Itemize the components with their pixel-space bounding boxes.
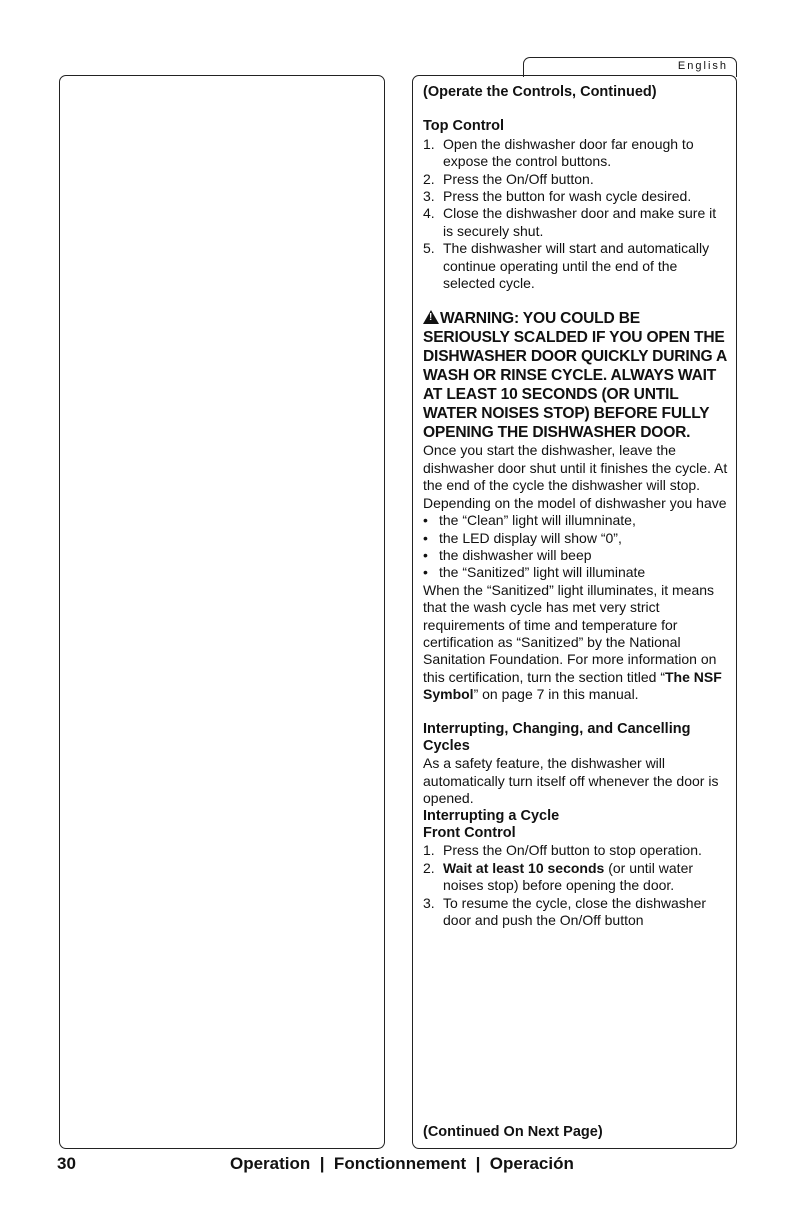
step-item <box>423 860 729 895</box>
step-text: Press the On/Off button to stop operation. <box>443 842 702 859</box>
interrupting-intro: As a safety feature, the dishwasher will automatically turn itself off whenever the door is opened. <box>423 755 719 807</box>
page-number: 30 <box>57 1154 76 1173</box>
step-text: (or until water noises stop) before opening the door. <box>443 859 694 894</box>
continued-note: (Continued On Next Page) <box>423 1124 603 1140</box>
warning-block <box>423 309 729 442</box>
bullet-item: • the LED display will show “0”, <box>423 530 729 547</box>
sanitized-text: When the “Sanitized” light illuminates, it means that the wash cycle has met very strict requirements of time and temperature for certification as “Sanitized” by the National Sanitation Foundation. For more information on this certification, turn the section titled “ <box>423 581 717 685</box>
completion-intro: Once you start the dishwasher, leave the dishwasher door shut until it finishes the cycle. At the end of the cycle the dishwasher will stop. Depending on the model of dishwasher you have <box>423 442 728 511</box>
warning-triangle-icon <box>423 310 439 324</box>
top-control-heading: Top Control <box>423 118 505 135</box>
step-item <box>423 136 729 171</box>
step-text: Close the dishwasher door and make sure it is securely shut. <box>443 205 717 239</box>
sanitized-paragraph <box>423 582 729 704</box>
step-number: 2. <box>423 859 435 876</box>
step-number: 2. <box>423 170 435 187</box>
sanitized-text-end: ” on page 7 in this manual. <box>473 686 639 703</box>
step-text: To resume the cycle, close the dishwasher door and push the On/Off button <box>443 894 707 929</box>
page-footer <box>0 1150 793 1180</box>
section-header: (Operate the Controls, Continued) <box>423 84 657 100</box>
front-control-steps <box>423 842 729 929</box>
step-item <box>423 205 729 240</box>
bullet-item: • the “Sanitized” light will illuminate <box>423 564 729 581</box>
bullet-item: • the dishwasher will beep <box>423 547 729 564</box>
language-label: English <box>677 60 728 72</box>
step-number: 1. <box>423 842 435 859</box>
step-number: 5. <box>423 240 435 257</box>
step-item <box>423 171 729 188</box>
front-control-heading: Front Control <box>423 825 516 841</box>
completion-bullets <box>423 512 729 582</box>
right-panel-content <box>423 84 729 929</box>
step-number: 3. <box>423 894 435 911</box>
step-item <box>423 240 729 292</box>
step-text: The dishwasher will start and automatically continue operating until the end of the selected cycle. <box>443 240 710 292</box>
step-number: 1. <box>423 135 435 152</box>
top-control-steps <box>423 136 729 293</box>
nsf-symbol-reference: The NSF Symbol <box>423 668 722 703</box>
step-emphasis: Wait at least 10 seconds <box>443 859 605 876</box>
step-item <box>423 895 729 930</box>
step-text: Press the button for wash cycle desired. <box>443 188 692 205</box>
step-text: Press the On/Off button. <box>443 170 594 187</box>
warning-text: WARNING: YOU COULD BE SERIOUSLY SCALDED IF YOU OPEN THE DISHWASHER DOOR QUICKLY DURING A WASH OR RINSE CYCLE. ALWAYS WAIT AT LEAST 10 SECONDS (OR UNTIL WATER NOISES STOP) BEFORE FULLY OPENING THE DISHWASHER DOOR. <box>423 310 727 442</box>
bullet-item: • the “Clean” light will illumninate, <box>423 512 729 529</box>
step-item <box>423 188 729 205</box>
step-item <box>423 842 729 859</box>
footer-title: Operation | Fonctionnement | Operación <box>230 1154 574 1173</box>
interrupting-heading: Interrupting, Changing, and Cancelling Cycles <box>423 720 691 754</box>
step-number: 4. <box>423 205 435 222</box>
interrupting-subheading: Interrupting a Cycle <box>423 807 560 824</box>
language-tab <box>523 57 737 77</box>
step-text: Open the dishwasher door far enough to expose the control buttons. <box>443 135 694 170</box>
step-number: 3. <box>423 188 435 205</box>
left-panel-frame <box>59 75 385 1149</box>
